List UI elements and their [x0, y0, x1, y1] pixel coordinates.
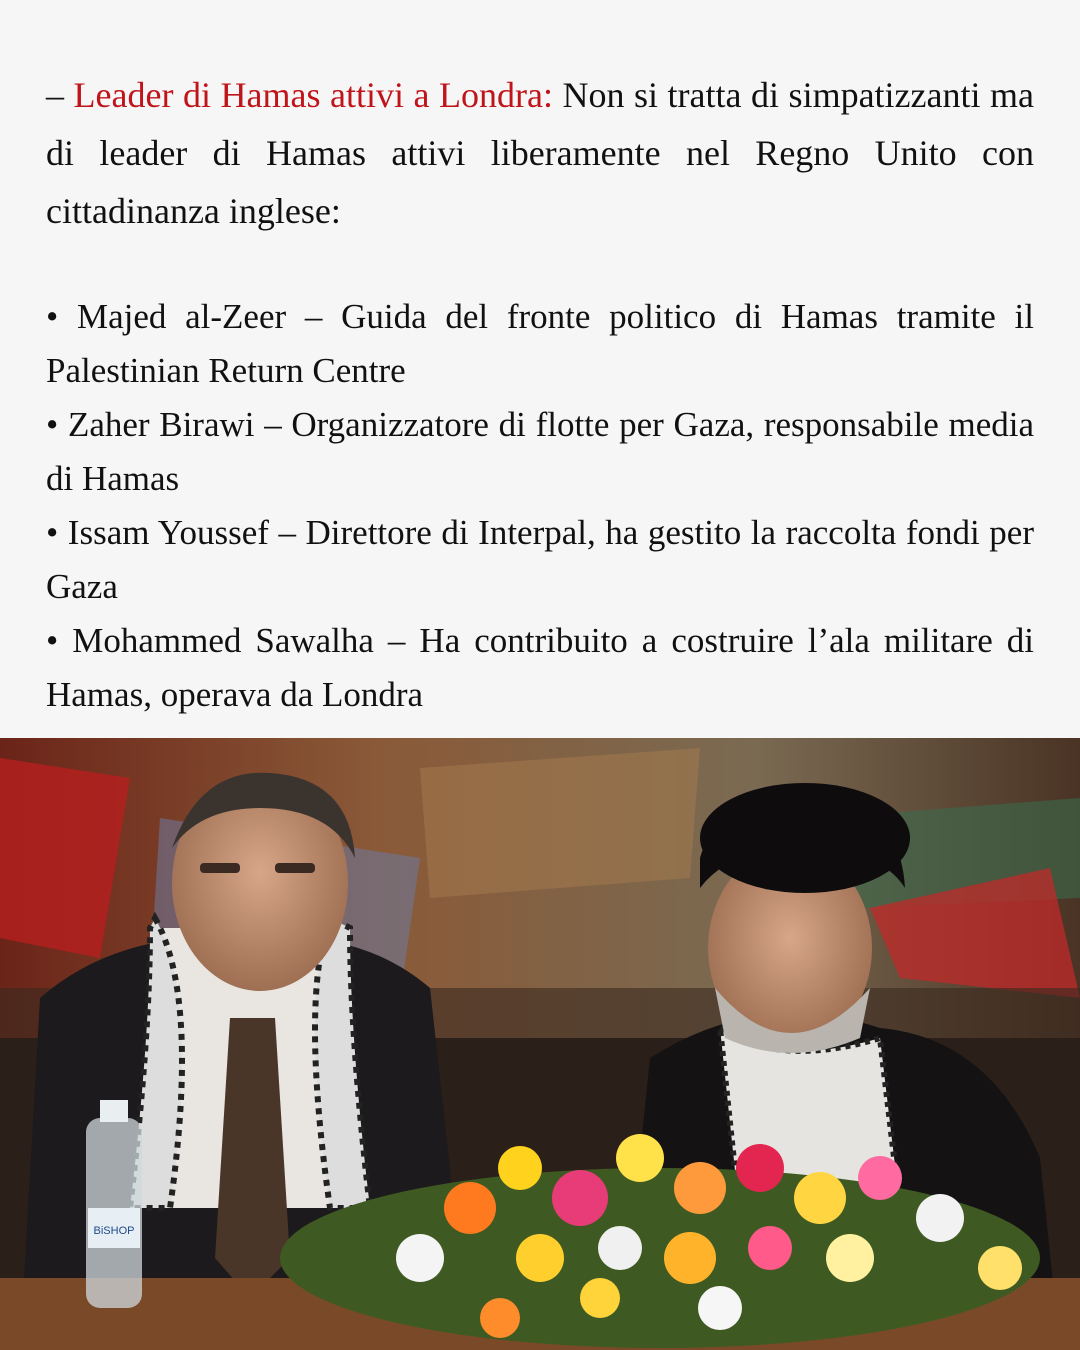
- conference-photo: [0, 738, 1080, 1350]
- intro-paragraph: [46, 66, 1034, 240]
- photo-illustration: [0, 738, 1080, 1350]
- svg-text:BiSHOP: BiSHOP: [93, 1225, 135, 1237]
- intro-dash: –: [46, 75, 64, 115]
- intro-text: Non si tratta di simpatizzanti ma di leader di Hamas attivi liberamente nel Regno Unito con cittadinanza inglese:: [46, 75, 1035, 231]
- article-text: [46, 66, 1034, 722]
- intro-highlight: Leader di Hamas attivi a Londra:: [73, 75, 553, 115]
- list-item: • Mohammed Sawalha – Ha contribuito a costruire l’ala militare di Hamas, operava da Londra: [46, 621, 1034, 714]
- water-bottle: [86, 1100, 142, 1308]
- list-item: • Zaher Birawi – Organizzatore di flotte per Gaza, responsabile media di Hamas: [46, 405, 1034, 498]
- list-item: • Issam Youssef – Direttore di Interpal, ha gestito la raccolta fondi per Gaza: [46, 513, 1034, 606]
- leaders-list: [46, 290, 1034, 722]
- list-item: • Majed al-Zeer – Guida del fronte politico di Hamas tramite il Palestinian Return Centre: [46, 297, 1034, 390]
